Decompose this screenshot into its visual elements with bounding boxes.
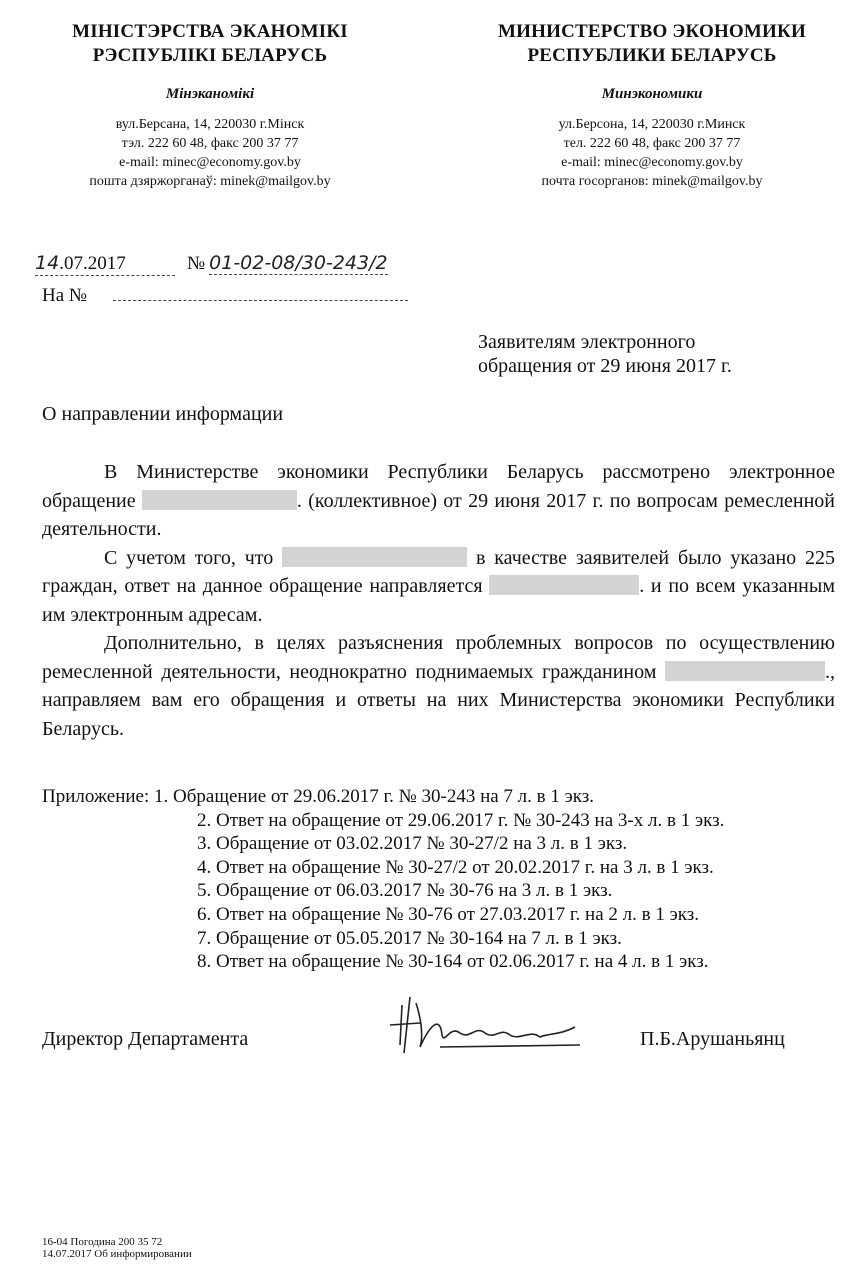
ministry-title-line: МІНІСТЭРСТВА ЭКАНОМІКІ <box>72 21 348 42</box>
header-russian <box>452 20 852 191</box>
phone-line: тэл. 222 60 48, факс 200 37 77 <box>121 136 299 151</box>
text: . (коллективное) от 29 июня 2017 г. по вопросам ремесленной деятельности. <box>42 489 835 540</box>
attachment-item: 2. Ответ на обращение от 29.06.2017 г. № 30-243 на 3-х л. в 1 экз. <box>197 809 725 831</box>
ministry-title-line: МИНИСТЕРСТВО ЭКОНОМИКИ <box>498 21 806 42</box>
addressee-line: Заявителям электронного <box>478 331 696 353</box>
address-block <box>10 115 410 191</box>
attachments-list <box>42 785 724 974</box>
reply-label: На № <box>42 285 88 306</box>
email-line: e-mail: minec@economy.gov.by <box>119 155 301 170</box>
registration-number-handwritten: 01-02-08/30-243/2 <box>209 252 388 274</box>
redacted-block <box>142 490 297 510</box>
paragraph <box>42 458 835 544</box>
text: ., направляем вам его обращения и ответы на них Министерства экономики Республики Беларусь. <box>42 660 835 740</box>
text: Дополнительно, в целях разъяснения проблемных вопросов по осуществлению ремесленной деятельности, неоднократно поднимаемых гражданином <box>42 632 835 683</box>
address-block <box>452 115 852 191</box>
attachments-label: Приложение: <box>42 786 155 807</box>
signer-position: Директор Департамента <box>42 1028 249 1050</box>
redacted-block <box>665 661 825 681</box>
attachment-item: 3. Обращение от 03.02.2017 № 30-27/2 на 3 л. в 1 экз. <box>197 833 628 855</box>
address-line: вул.Берсана, 14, 220030 г.Мінск <box>115 117 305 132</box>
attachment-item: 6. Ответ на обращение № 30-76 от 27.03.2017 г. на 2 л. в 1 экз. <box>197 903 700 925</box>
subject: О направлении информации <box>42 403 284 425</box>
footer-executor <box>42 1236 192 1260</box>
registration-date <box>35 252 175 276</box>
ministry-short-name: Мінэканомікі <box>165 86 255 102</box>
ministry-title-line: РЭСПУБЛІКІ БЕЛАРУСЬ <box>92 45 328 66</box>
file-line: 14.07.2017 Об информировании <box>42 1248 192 1260</box>
attachment-item: 5. Обращение от 06.03.2017 № 30-76 на 3 л. в 1 экз. <box>197 880 613 902</box>
redacted-block <box>282 547 467 567</box>
date-month-year: .07.2017 <box>59 253 126 274</box>
gov-mail-line: почта госорганов: minek@mailgov.by <box>541 174 763 189</box>
text: С учетом того, что <box>104 546 283 569</box>
ministry-short-name: Минэкономики <box>601 86 703 102</box>
phone-line: тел. 222 60 48, факс 200 37 77 <box>563 136 741 151</box>
attachment-item <box>42 785 724 809</box>
reply-to-line <box>42 285 408 307</box>
number-label: № <box>187 253 206 274</box>
attachment-text: 1. Обращение от 29.06.2017 г. № 30-243 на 7 л. в 1 экз. <box>154 786 595 807</box>
paragraph <box>42 629 835 743</box>
reply-number-blank <box>113 286 408 301</box>
registration-line <box>35 252 388 276</box>
attachment-item: 4. Ответ на обращение № 30-27/2 от 20.02.2017 г. на 3 л. в 1 экз. <box>197 856 714 878</box>
addressee-line: обращения от 29 июня 2017 г. <box>478 355 732 377</box>
attachment-item: 8. Ответ на обращение № 30-164 от 02.06.2017 г. на 4 л. в 1 экз. <box>197 951 709 973</box>
executor-line: 16-04 Погодина 200 35 72 <box>42 1236 163 1248</box>
ministry-title-line: РЕСПУБЛИКИ БЕЛАРУСЬ <box>527 45 777 66</box>
attachment-item: 7. Обращение от 05.05.2017 № 30-164 на 7 л. в 1 экз. <box>197 927 622 949</box>
email-line: e-mail: minec@economy.gov.by <box>561 155 743 170</box>
redacted-block <box>489 575 639 595</box>
gov-mail-line: пошта дзяржорганаў: minek@mailgov.by <box>89 174 331 189</box>
address-line: ул.Берсона, 14, 220030 г.Минск <box>558 117 746 132</box>
date-day-handwritten: 14 <box>35 252 60 274</box>
paragraph <box>42 544 835 630</box>
addressee <box>478 330 732 378</box>
handwritten-signature <box>380 985 590 1065</box>
header-belarusian <box>10 20 410 191</box>
text: в качестве заявителей было указано 225 граждан, ответ на данное обращение направляется <box>42 546 835 597</box>
signer-name: П.Б.Арушаньянц <box>640 1028 785 1050</box>
text: . и по всем указанным им электронным адресам. <box>42 575 835 626</box>
text: В Министерстве экономики Республики Беларусь рассмотрено электронное обращение <box>42 461 835 512</box>
letter-body <box>42 458 835 743</box>
